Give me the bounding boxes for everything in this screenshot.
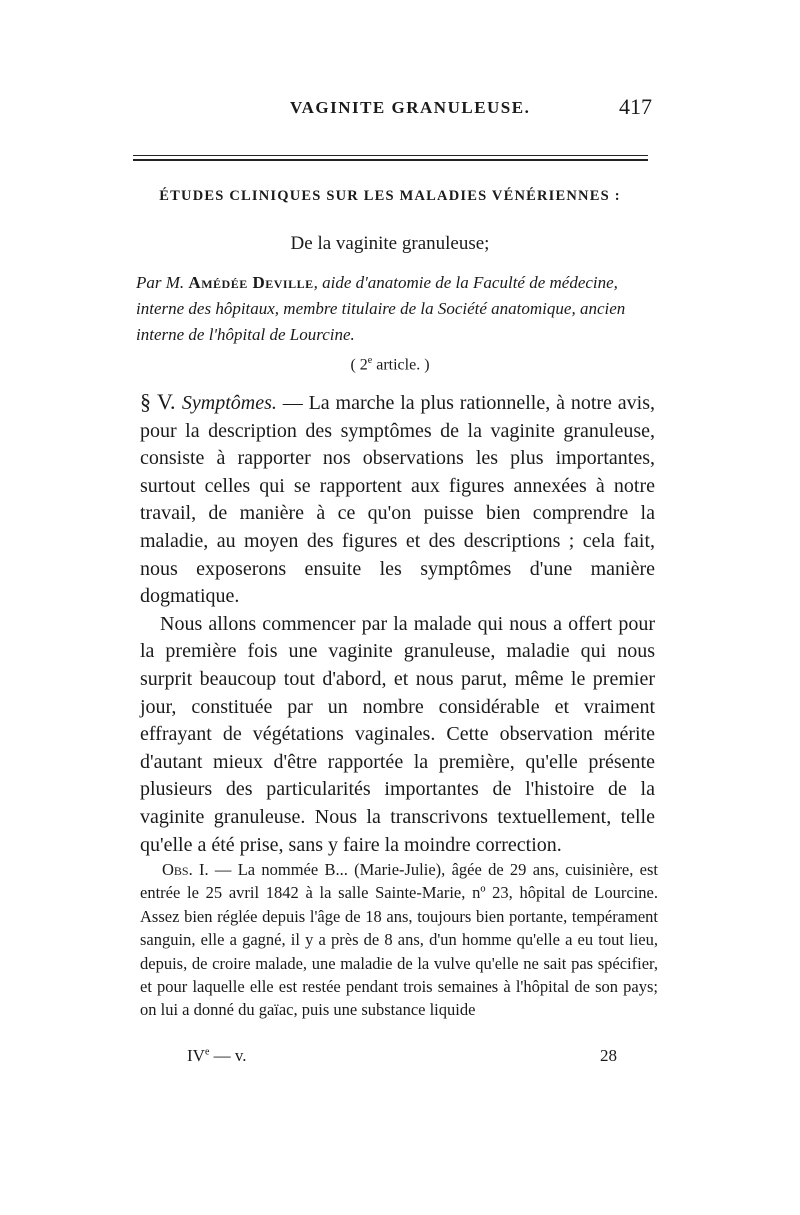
observation-block	[140, 858, 658, 1022]
section-mark: § V.	[140, 389, 182, 414]
header-rule-thin	[133, 155, 648, 156]
section-title: ÉTUDES CLINIQUES SUR LES MALADIES VÉNÉRIENNES :	[159, 188, 621, 204]
article-number-sup: e	[367, 355, 373, 366]
signature-sup: e	[204, 1046, 210, 1058]
observation-label: Obs. I.	[162, 860, 209, 879]
body-paragraph-1	[140, 388, 655, 611]
byline-prefix: Par M.	[136, 273, 189, 292]
signature-mark	[187, 1046, 247, 1066]
section-heading: Symptômes.	[181, 392, 277, 414]
article-title: De la vaginite granuleuse;	[290, 233, 490, 254]
article-number-close: article. )	[372, 356, 430, 374]
page-footer	[187, 1046, 617, 1070]
observation-paragraph	[140, 858, 658, 1022]
header-rule-thick	[133, 159, 648, 161]
running-head-title: VAGINITE GRANULEUSE.	[290, 98, 531, 117]
byline	[136, 270, 656, 348]
signature-suffix: — v.	[209, 1046, 247, 1065]
article-number-open: ( 2	[350, 356, 368, 374]
page-number: 417	[619, 94, 652, 119]
article-number	[130, 355, 650, 374]
byline-affiliation: , aide d'anatomie de la Faculté de médecine, interne des hôpitaux, membre titulaire de la Société anatomique, ancien interne de l'hôpital de Lourcine.	[136, 273, 626, 344]
observation-text: — La nommée B... (Marie-Julie), âgée de 29 ans, cuisinière, est entrée le 25 avril 1842 à la salle Sainte-Marie, nº 23, hôpital de Lourcine. Assez bien réglée depuis l'âge de 18 ans, toujours bien portante, tempérament sanguin, elle a gagné, il y a près de 8 ans, d'un homme qu'elle a eu tout lieu, depuis, de croire malade, une maladie de la vulve qu'elle ne sait pas spécifier, et pour laquelle elle est restée pendant trois semaines à l'hôpital de son pays; on lui a donné du gaïac, puis une substance liquide	[140, 860, 658, 1020]
byline-author: Amédée Deville	[188, 273, 314, 292]
signature-prefix: IV	[187, 1046, 205, 1065]
signature-number: 28	[600, 1046, 617, 1065]
body-text	[140, 388, 655, 859]
paragraph-1-text: — La marche la plus rationnelle, à notre avis, pour la description des symptômes de la vaginite granuleuse, consiste à rapporter nos observations les plus importantes, surtout celles qui se rapportent aux figures annexées à notre travail, de manière à ce qu'on puisse bien comprendre la maladie, au moyen des figures et des descriptions ; cela fait, nous exposerons ensuite les symptômes d'une manière dogmatique.	[140, 392, 656, 608]
running-head	[140, 94, 660, 128]
body-paragraph-2: Nous allons commencer par la malade qui nous a offert pour la première fois une vaginite granuleuse, maladie qui nous surprit beaucoup tout d'abord, et nous parut, même le premier jour, constituée par un nombre considérable et vraiment effrayant de végétations vaginales. Cette observation mérite d'autant mieux d'être rapportée la première, qu'elle présente plusieurs des particularités importantes de l'histoire de la vaginite granuleuse. Nous la transcrivons textuellement, telle qu'elle a été prise, sans y faire la moindre correction.	[140, 612, 655, 856]
